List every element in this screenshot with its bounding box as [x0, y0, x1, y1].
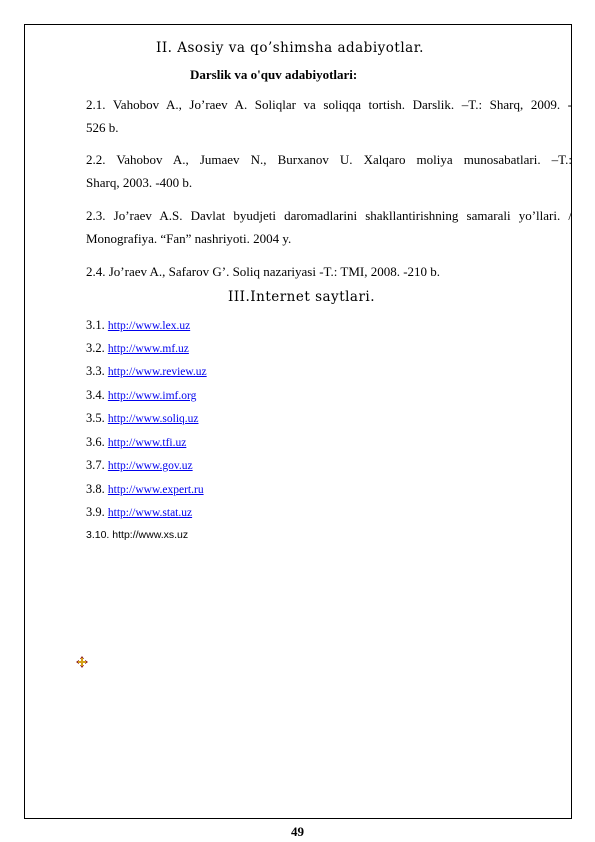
- internet-item-3-3: 3.3. http://www.review.uz: [86, 364, 207, 378]
- reference-2-4: 2.4. Jo’raev A., Safarov G’. Soliq nazariyasi -T.: TMI, 2008. -210 b.: [86, 264, 441, 279]
- internet-item-3-4: 3.4. http://www.imf.org: [86, 388, 197, 402]
- reference-2-1-line1: 2.1. Vahobov A., Jo’raev A. Soliqlar va soliqqa tortish. Darslik. –T.: Sharq, 2009. -: [86, 97, 572, 112]
- page-number: 49: [291, 824, 304, 839]
- link-tfi-uz[interactable]: http://www.tfi.uz: [107, 437, 187, 449]
- reference-2-2-line1: 2.2. Vahobov A., Jumaev N., Burxanov U. Xalqaro moliya munosabatlari. –T.:: [86, 152, 572, 167]
- reference-2-2-line2: Sharq, 2003. -400 b.: [86, 175, 193, 190]
- link-imf-org[interactable]: http://www.imf.org: [107, 390, 197, 402]
- reference-2-3-line1: 2.3. Jo’raev A.S. Davlat byudjeti daromadlarini shakllantirishning samarali yo’llari. /: [86, 208, 572, 223]
- link-lex-uz[interactable]: http://www.lex.uz: [107, 320, 191, 332]
- internet-item-3-1: 3.1. http://www.lex.uz: [86, 318, 191, 332]
- internet-heading: III.Internet saytlari.: [228, 289, 376, 305]
- internet-item-3-7: 3.7. http://www.gov.uz: [86, 458, 193, 472]
- internet-item-3-2: 3.2. http://www.mf.uz: [86, 341, 189, 355]
- reference-2-3-line2: Monografiya. “Fan” nashriyoti. 2004 y.: [86, 231, 292, 246]
- internet-item-3-8: 3.8. http://www.expert.ru: [86, 482, 204, 496]
- reference-2-1-line2: 526 b.: [86, 120, 119, 135]
- link-stat-uz[interactable]: http://www.stat.uz: [107, 507, 193, 519]
- link-review-uz[interactable]: http://www.review.uz: [107, 366, 207, 378]
- four-arrows-icon: [76, 656, 88, 668]
- link-gov-uz[interactable]: http://www.gov.uz: [107, 460, 193, 472]
- main-heading: II. Asosiy va qo’shimsha adabiyotlar.: [156, 40, 424, 56]
- link-soliq-uz[interactable]: http://www.soliq.uz: [107, 413, 199, 425]
- link-mf-uz[interactable]: http://www.mf.uz: [107, 343, 189, 355]
- internet-item-3-5: 3.5. http://www.soliq.uz: [86, 411, 199, 425]
- internet-item-3-9: 3.9. http://www.stat.uz: [86, 505, 193, 519]
- link-expert-ru[interactable]: http://www.expert.ru: [107, 484, 204, 496]
- internet-item-3-6: 3.6. http://www.tfi.uz: [86, 435, 187, 449]
- internet-item-3-10: 3.10. http://www.xs.uz: [86, 529, 189, 541]
- sub-heading: Darslik va o'quv adabiyotlari:: [190, 67, 358, 82]
